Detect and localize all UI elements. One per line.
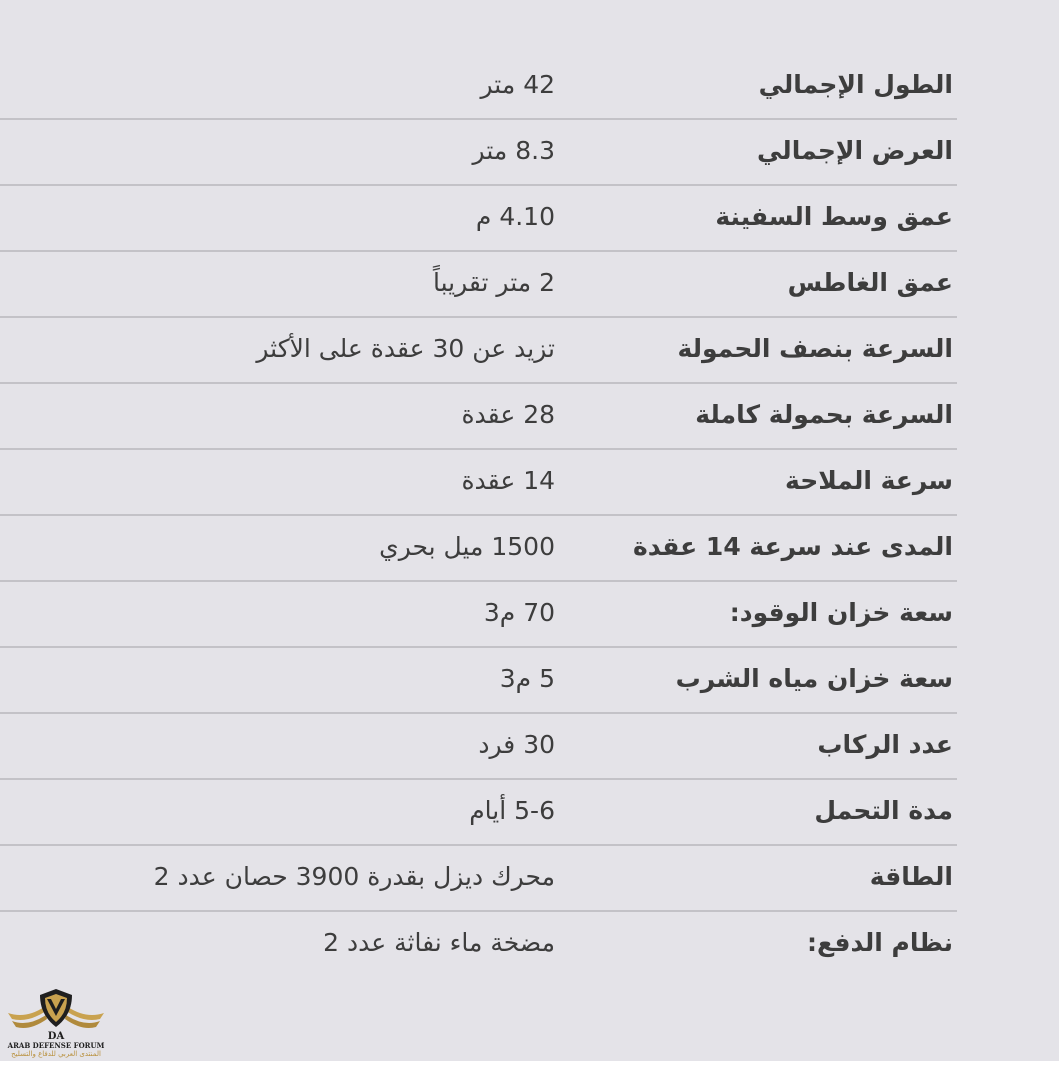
- spec-label: الطاقة: [869, 862, 953, 891]
- spec-label: الطول الإجمالي: [758, 70, 953, 99]
- spec-label: السرعة بنصف الحمولة: [677, 334, 953, 363]
- spec-value: 8.3 متر: [472, 136, 555, 165]
- spec-row: [0, 384, 957, 450]
- spec-label: سرعة الملاحة: [785, 466, 953, 495]
- spec-row: [0, 648, 957, 714]
- spec-table: [0, 54, 957, 978]
- spec-row: [0, 186, 957, 252]
- spec-value: محرك ديزل بقدرة 3900 حصان عدد 2: [153, 862, 555, 891]
- spec-value: 30 فرد: [478, 730, 555, 759]
- spec-value: مضخة ماء نفاثة عدد 2: [323, 928, 555, 957]
- spec-value: 28 عقدة: [461, 400, 555, 429]
- spec-row: [0, 450, 957, 516]
- spec-value: 42 متر: [480, 70, 555, 99]
- spec-value: 70 م3: [483, 598, 555, 627]
- spec-row: [0, 120, 957, 186]
- spec-row: [0, 780, 957, 846]
- spec-row: [0, 912, 957, 978]
- spec-row: [0, 714, 957, 780]
- spec-row: [0, 516, 957, 582]
- spec-label: عمق وسط السفينة: [715, 202, 953, 231]
- spec-label: سعة خزان مياه الشرب: [675, 664, 953, 693]
- spec-label: العرض الإجمالي: [757, 136, 953, 165]
- shield-wings-logo-icon: [6, 985, 106, 1041]
- spec-label: المدى عند سرعة 14 عقدة: [632, 532, 953, 561]
- spec-value: 14 عقدة: [461, 466, 555, 495]
- spec-value: 4.10 م: [475, 202, 555, 231]
- logo-name-en: ARAB DEFENSE FORUM: [7, 1041, 105, 1050]
- spec-label: سعة خزان الوقود:: [729, 598, 953, 627]
- logo-abbr: DA: [47, 1031, 65, 1041]
- spec-value: 1500 ميل بحري: [379, 532, 555, 561]
- watermark-logo: [6, 985, 106, 1063]
- spec-label: عمق الغاطس: [787, 268, 953, 297]
- spec-row: [0, 846, 957, 912]
- spec-label: عدد الركاب: [817, 730, 953, 759]
- spec-row: [0, 252, 957, 318]
- spec-label: مدة التحمل: [814, 796, 953, 825]
- spec-label: نظام الدفع:: [807, 928, 953, 957]
- logo-name-ar: المنتدى العربي للدفاع والتسليح: [11, 1050, 101, 1058]
- spec-value: 2 متر تقريباً: [432, 268, 555, 297]
- spec-value: 5 م3: [499, 664, 555, 693]
- spec-row: [0, 582, 957, 648]
- spec-label: السرعة بحمولة كاملة: [695, 400, 953, 429]
- spec-row: [0, 318, 957, 384]
- spec-value: 5-6 أيام: [469, 796, 555, 825]
- spec-value: تزيد عن 30 عقدة على الأكثر: [256, 334, 555, 363]
- spec-row: [0, 54, 957, 120]
